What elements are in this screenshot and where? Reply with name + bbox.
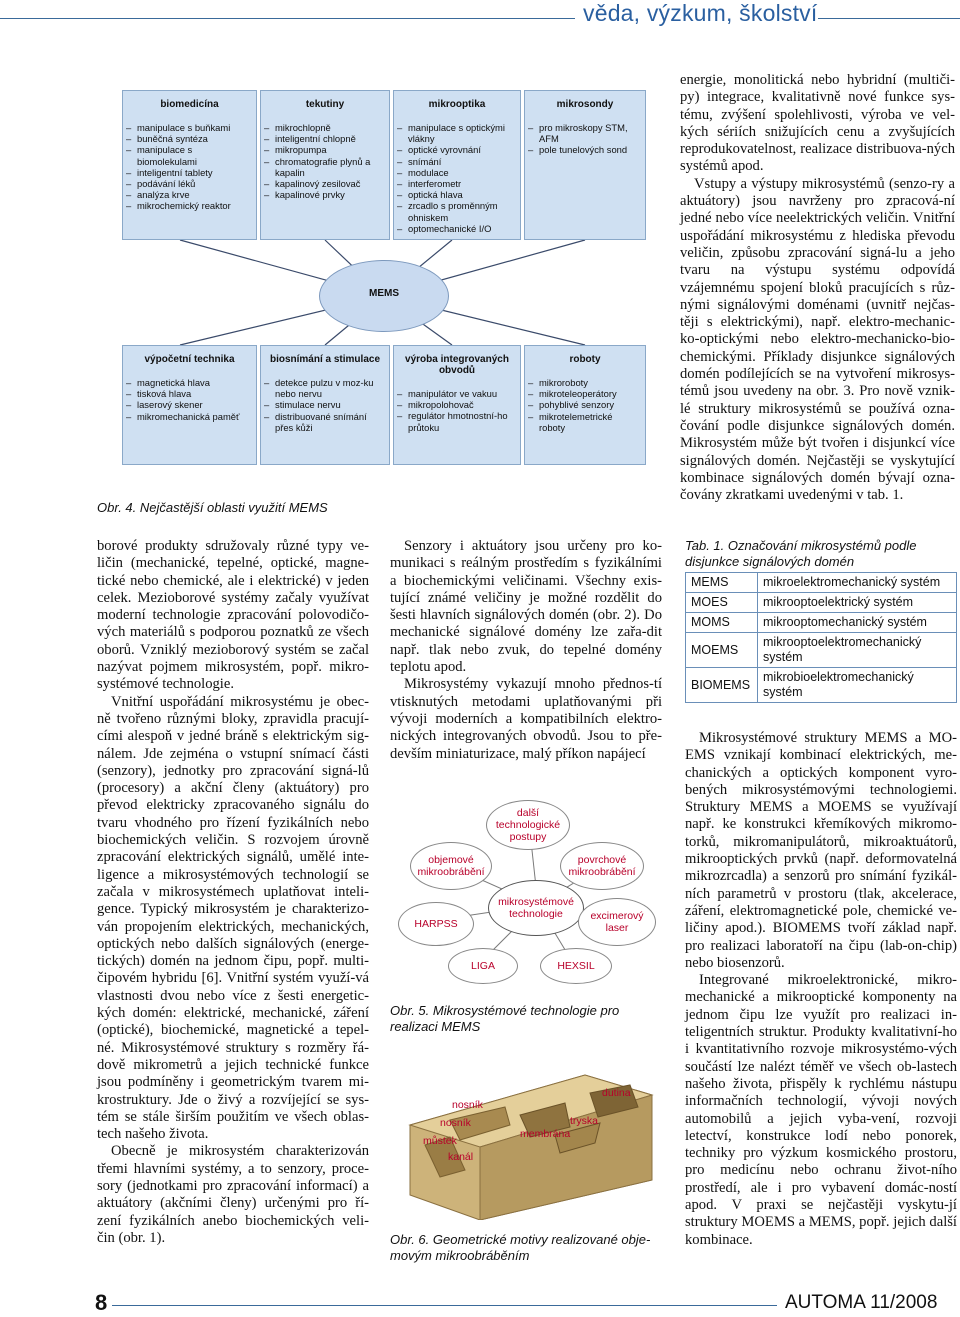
table-cell-desc: mikrooptoelektrický systém [758, 593, 957, 613]
node-objemove: objemové mikroobrábění [410, 842, 492, 890]
label-tryska: tryska [570, 1115, 599, 1127]
box-item: – mikrochemický reaktor [137, 200, 250, 211]
table-cell-abbr: MOES [686, 593, 758, 613]
figure-4-caption: Obr. 4. Nejčastější oblasti využití MEMS [97, 500, 328, 515]
publication-issue: AUTOMA 11/2008 [785, 1292, 938, 1313]
box-item: – mikroteleoperátory [539, 388, 639, 399]
box-item: – mikrochlopně [275, 122, 383, 133]
table-cell-abbr: MEMS [686, 573, 758, 593]
box-item: – kapalinový zesilovač [275, 178, 383, 189]
box-item: – mikromechanická paměť [137, 411, 250, 422]
paragraph: Mikrosystémové struktury MEMS a MO-EMS vznikají kombinací elektrických, me-chanických a optických komponent vyro-bených mikrosystémovými technologiemi. Struktury MEMS a MOEMS se využívají např. ke konstrukci křemíkových mikromo-torků, mikromanipulátorů, mikroaktuátorů, mikrooptických prvků (např. deformovatelná mikrozrcadla) a senzorů pro snímání fyzikál-ních parametrů v prostoru (tlak, akcelerace, záření, elektromagnetické pole, chemické ve-ličiny apod.). BIOMEMS tvoří základ např. pro realizaci laboratoří na čipu (lab-on-chip) nebo biosenzorů. [685, 730, 957, 971]
box-item: – podávání léků [137, 178, 250, 189]
table-cell-desc: mikroelektromechanický systém [758, 573, 957, 593]
paragraph: Obecně je mikrosystém charakterizován třemi hlavními systémy, a to senzory, proce-sory (jednotkami pro zpracování informací) a aktuátory (akčními členy) určenými pro ří-zení fyzikálních anebo biochemických veli-čin (obr. 1). [97, 1143, 369, 1246]
box-item: – manipulace s buňkami [137, 122, 250, 133]
node-dalsi-postupy: další technologické postupy [486, 800, 570, 850]
box-item: – mikropolohovač [408, 399, 514, 410]
box-item: – tisková hlava [137, 388, 250, 399]
figure-6-caption: Obr. 6. Geometrické motivy realizované obje-movým mikroobráběním [390, 1232, 651, 1263]
paragraph: Mikrosystémy vykazují mnoho přednos-tí vtisknutých metodami uplatňovanými při vývoji moderních a kompatibilních elektro-nických integrovaných obvodů. Jsou to pře-devším miniaturizace, malý příkon napájecí [390, 676, 662, 762]
paragraph: Vstupy a výstupy mikrosystémů (senzo-ry a aktuátory) jsou navrženy pro zpracová-ní jedné nebo více neelektrických veličin. Vnitřní uspořádání mikrosystému z hlediska převodu veličin, způsobu zpracování signá-lu a jeho tvaru na výstupu systému odpovídá vzájemnému spojení bloků pracujících s růz-nými signálovými doménami (uvnitř nejčas-těji s elektrickými), např. elektro-mechanic-ko-optickými nebo elektro-mechanicko-bio-chemickými. Příklady disjunkce signálových domén podílejících se na vytvoření mikrosys-témů jsou uvedeny na obr. 3. Pro nově vznik-lé struktury mikrosystémů se používá ozna-čování podle disjunkce signálových domén. Mikrosystém může být tvořen i disjunkcí více signálových domén. Nejčastěji se vyskytující kombinace signálových domén bývají ozna-čovány zkratkami uvedenými v tab. 1. [680, 175, 955, 504]
box-item: – magnetická hlava [137, 377, 250, 388]
label-nosnik-2: nosník [440, 1117, 471, 1129]
box-item: – stimulace nervu [275, 399, 383, 410]
table-cell-desc: mikrooptoelektromechanický systém [758, 633, 957, 668]
box-item: – distribuované snímání přes kůži [275, 411, 383, 433]
box-biomedicina [122, 90, 257, 240]
box-mikrosondy [524, 90, 646, 240]
mems-applications-figure [110, 90, 650, 490]
box-item: – laserový skener [137, 399, 250, 410]
box-item: – mikroroboty [539, 377, 639, 388]
table-cell-abbr: BIOMEMS [686, 668, 758, 703]
box-item: – interferometr [408, 178, 514, 189]
label-kanal: kanál [448, 1151, 474, 1163]
table-cell-abbr: MOMS [686, 613, 758, 633]
box-title: výpočetní technika [144, 354, 235, 365]
signal-domain-table [685, 572, 957, 703]
page-number: 8 [95, 1290, 108, 1315]
paragraph: Integrované mikroelektronické, mikro-mechanické a mikrooptické komponenty na jednom čipu lze využít pro realizaci in-teligentních struktur. Produkty kvalitativní-ho i kvantitativního rozvoje mikrosystémo-vých součástí lze nalézt téměř ve všech ob-lastech našeho života, přispěly k rychlému nástupu informačních technologií, vývoji nových automobilů a jejich vyba-vení, rozvoji letectví, konstrukce lodí nebo ponorek, techniky pro výzkum kosmického prostoru, pro medicínu nebo ochranu život-ního prostředí, ale i pro vybavení domác-ností apod. V praxi se nejčastěji vyskytu-jí struktury MOEMS a MEMS, popř. jejich další kombinace. [685, 972, 957, 1248]
mems-center-label: MEMS [369, 288, 399, 299]
box-item: – mikropumpa [275, 144, 383, 155]
box-item: – zrcadlo s proměnným ohniskem [408, 200, 514, 222]
node-mikrosystemove: mikrosystémové technologie [488, 880, 584, 936]
box-item: – analýza krve [137, 189, 250, 200]
table-1-caption: Tab. 1. Označování mikrosystémů podle disjunkce signálových domén [685, 538, 917, 569]
table-row [686, 593, 957, 613]
box-item: – chromatografie plynů a kapalin [275, 156, 383, 178]
box-vypocetni-technika [122, 345, 257, 465]
box-title: výroba integrovaných obvodů [405, 354, 509, 376]
box-item: – detekce pulzu v moz-ku nebo nervu [275, 377, 383, 399]
mems-center-oval [319, 260, 449, 332]
table-cell-desc: mikrooptomechanický systém [758, 613, 957, 633]
table-cell-desc: mikrobioelektromechanický systém [758, 668, 957, 703]
box-item: – optická hlava [408, 189, 514, 200]
geometric-motifs-figure [390, 1065, 662, 1220]
label-nosnik-1: nosník [452, 1099, 483, 1111]
box-item: – buněčná syntéza [137, 133, 250, 144]
box-item: – manipulace s biomolekulami [137, 144, 250, 166]
box-vyroba-io [393, 345, 521, 465]
label-dutina: dutina [602, 1087, 631, 1099]
header-rule-right [818, 18, 960, 19]
box-item: – kapalinové prvky [275, 189, 383, 200]
box-item: – modulace [408, 167, 514, 178]
column-3-bottom-text [685, 730, 957, 1249]
label-mustek: můstek [423, 1135, 457, 1147]
box-item: – mikrotelemetrické roboty [539, 411, 639, 433]
column-1-text [97, 538, 369, 1247]
box-title: mikrooptika [428, 99, 486, 110]
box-item: – pro mikroskopy STM, AFM [539, 122, 639, 144]
paragraph: borové produkty sdružovaly různé typy ve-ličin (mechanické, tepelné, optické, magne-tické nebo chemické, ale i elektrické) v jeden celek. Mezioborové systémy začaly využívat moderní technologie zpracování polovodičo-vých materiálů s podporou poznatků ze všech oborů. Vzniklý mezioborový systém se začal nazývat pojmem mikrosystém, popř. mikro-systémové technologie. [97, 538, 369, 693]
column-2-text [390, 538, 662, 763]
box-item: – pohyblivé senzory [539, 399, 639, 410]
node-hexsil: HEXSIL [540, 948, 612, 984]
table-row [686, 613, 957, 633]
box-item: – optické vyrovnání [408, 144, 514, 155]
microsystem-technologies-figure [388, 780, 668, 995]
box-item: – snímání [408, 156, 514, 167]
paragraph: energie, monolitická nebo hybridní (multiči-py) integrace, kvalitativně nové funkce sys-tému, zvýšení spolehlivosti, výroba ve vel-kých sériích snižujících cenu a zvyšujících reprodukovatelnost, realizace distribuova-ných systémů apod. [680, 72, 955, 175]
label-membrana: membrána [520, 1128, 571, 1140]
box-title: biomedicína [160, 99, 219, 110]
table-row [686, 573, 957, 593]
section-title: věda, výzkum, školství [583, 0, 818, 26]
box-item: – optomechanické I/O [408, 223, 514, 234]
box-title: biosnímání a stimulace [269, 354, 381, 365]
header-rule [0, 18, 575, 19]
box-item: – manipulace s optickými vlákny [408, 122, 514, 144]
box-title: mikrosondy [556, 99, 614, 110]
box-mikrooptika [393, 90, 521, 240]
box-item: – manipulátor ve vakuu [408, 388, 514, 399]
footer-rule [112, 1305, 777, 1306]
box-title: roboty [569, 354, 601, 365]
box-item: – inteligentní tablety [137, 167, 250, 178]
box-biosnimani [260, 345, 390, 465]
figure-5-caption: Obr. 5. Mikrosystémové technologie pro realizaci MEMS [390, 1003, 620, 1034]
box-item: – inteligentní chlopně [275, 133, 383, 144]
table-row [686, 668, 957, 703]
box-roboty [524, 345, 646, 465]
box-item: – pole tunelových sond [539, 144, 639, 155]
node-povrchove: povrchové mikroobrábění [560, 842, 644, 890]
box-item: – regulátor hmotnostní-ho průtoku [408, 410, 514, 432]
paragraph: Vnitřní uspořádání mikrosystému je obec-ně tvořeno různými bloky, zpravidla pracují-cími alespoň v jedné bráně s elektrickým sig-nálem. Jde zejména o vstupní snímací části (senzory), jednotky pro zpracování signá-lů (procesory) a akční členy (aktuátory) pro převod elektricky zpracovaného signálu do tvaru vhodného pro řízení fyzikálních nebo biochemických veličin. S rozvojem úrovně zpracování elektrických signálů, umělé inte-ligence a mikrosystémových technologií se začala v mikrosystémech uplatňovat inteli-gence. Typický mikrosystém je charakterizo-ván propojením elektrických, mechanických, optických nebo dalších signálových (energe-tických) domén na jednom čipu, popř. multi-čipovém hybridu [6]. Vnitřní systém využí-vá vlastnosti dvou nebo více z šesti energetic-kých domén: elektrické, mechanické, záření (optické), biochemické, magnetické a tepel-né. Mikrosystémové struktury s rozměry řá-dově mikrometrů a jejich technické funkce jsou podmíněny i geometrickým tvarem mi-krostruktury. Jde o živý a rozvíjející se sys-tém se stále širším použitím ve všech oblas-tech našeho života. [97, 693, 369, 1143]
node-liga: LIGA [448, 948, 518, 984]
column-3-top-text [680, 72, 955, 504]
paragraph: Senzory i aktuátory jsou určeny pro ko-munikaci s reálným prostředím s fyzikálními a biochemickými veličinami. Všechny exis-tující známé veličiny je možné rozdělit do šesti hlavních signálových domén (obr. 2). Do mechanické signálové domény lze zařa-dit např. tlak nebo zvuk, do tepelné domény teplotu apod. [390, 538, 662, 676]
node-harpss: HARPSS [398, 902, 474, 946]
node-excimerovy: excimerový laser [578, 898, 656, 946]
box-tekutiny [260, 90, 390, 240]
table-cell-abbr: MOEMS [686, 633, 758, 668]
table-row [686, 633, 957, 668]
box-title: tekutiny [305, 99, 345, 110]
